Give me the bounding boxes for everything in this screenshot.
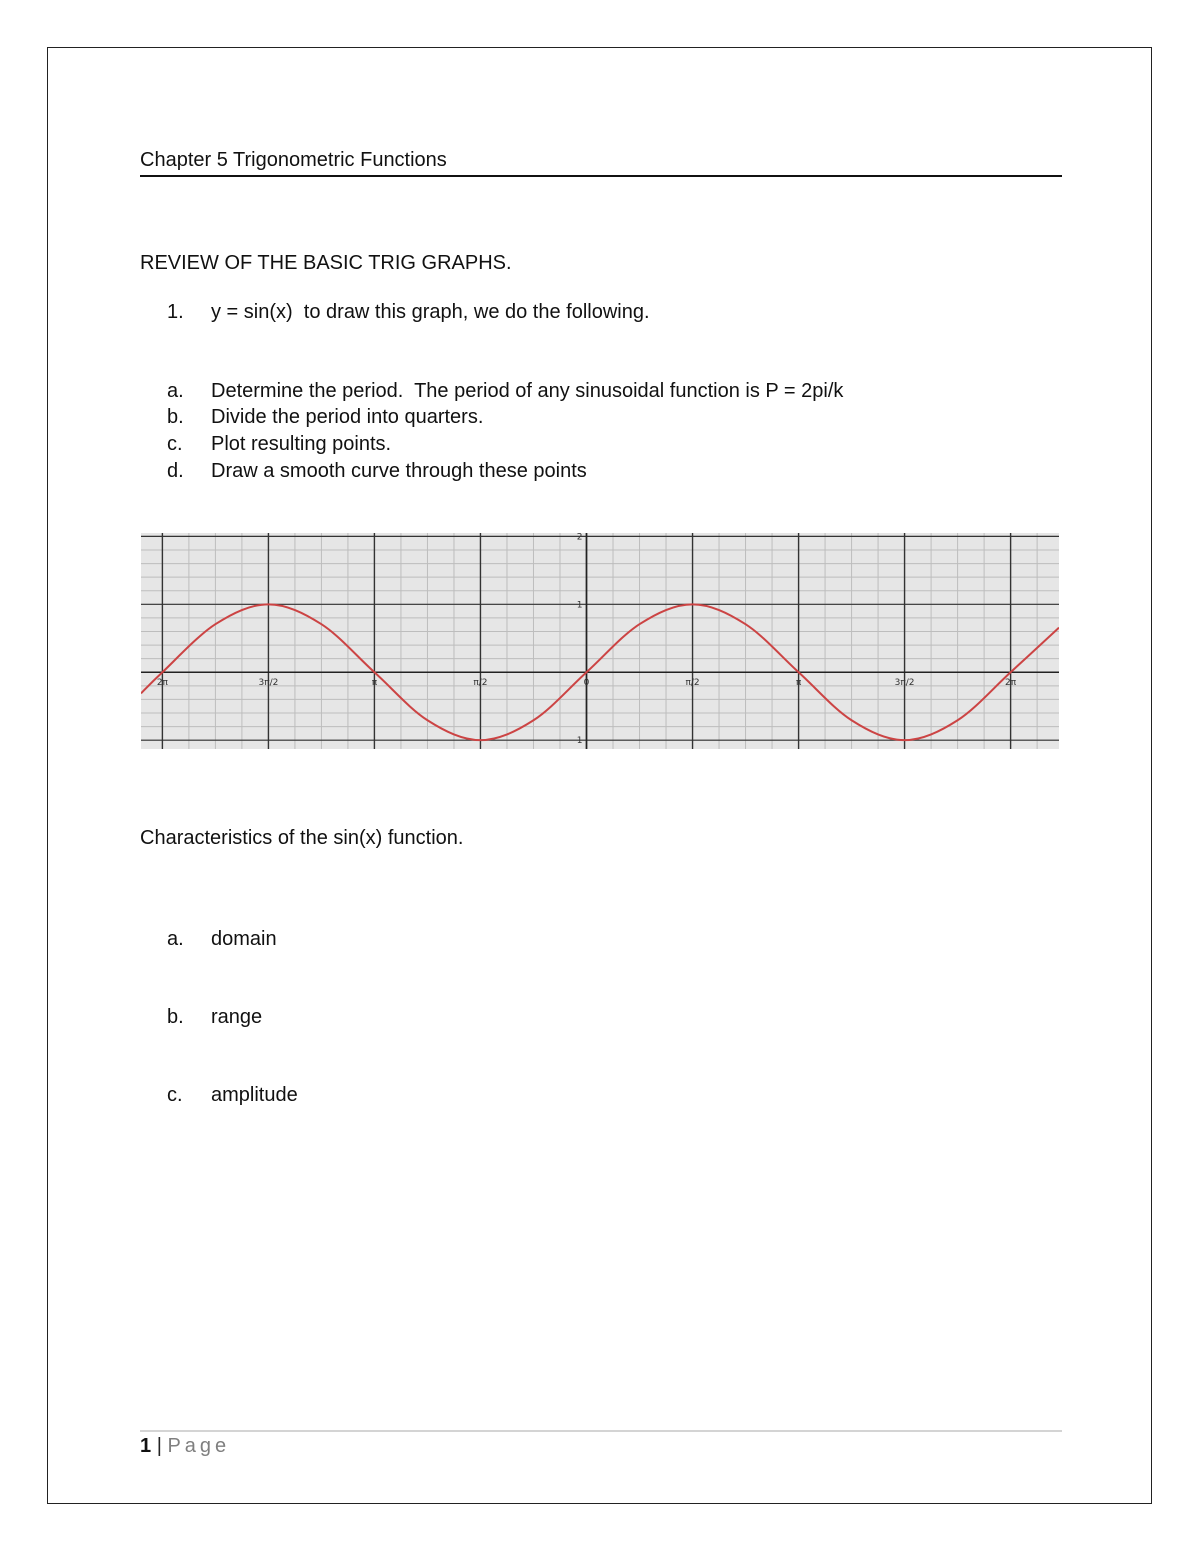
page-label: Page (167, 1435, 231, 1457)
characteristic-marker-c: c. (167, 1084, 183, 1106)
x-tick-label: π (795, 678, 802, 689)
plot-background (141, 533, 1059, 749)
x-tick-label: 3π/2 (894, 678, 915, 689)
characteristic-marker-b: b. (167, 1006, 184, 1028)
page-footer (140, 1435, 230, 1458)
characteristic-marker-a: a. (167, 928, 184, 950)
step-text-a: Determine the period. The period of any sinusoidal function is P = 2pi/k (211, 380, 844, 402)
step-marker-d: d. (167, 460, 184, 482)
step-text-d: Draw a smooth curve through these points (211, 460, 587, 482)
section-title: REVIEW OF THE BASIC TRIG GRAPHS. (140, 252, 512, 274)
x-tick-label: 0 (583, 678, 590, 689)
header-divider (140, 175, 1062, 177)
characteristic-amplitude: amplitude (211, 1084, 298, 1106)
characteristics-title: Characteristics of the sin(x) function. (140, 827, 464, 849)
x-tick-label: π/2 (685, 678, 700, 689)
x-tick-label: 2π (1005, 678, 1017, 689)
footer-separator: | (156, 1435, 162, 1457)
step-marker-c: c. (167, 433, 183, 455)
y-tick-label: 1 (576, 736, 583, 747)
x-tick-label: π (371, 678, 378, 689)
footer-divider (140, 1430, 1062, 1432)
x-tick-label: 3π/2 (258, 678, 279, 689)
page-number: 1 (140, 1435, 152, 1457)
y-tick-label: 1 (576, 600, 583, 611)
step-marker-a: a. (167, 380, 184, 402)
step-marker-b: b. (167, 406, 184, 428)
characteristic-range: range (211, 1006, 263, 1028)
y-tick-label: 2 (576, 533, 583, 543)
step-text-b: Divide the period into quarters. (211, 406, 484, 428)
page-header-title: Chapter 5 Trigonometric Functions (140, 149, 447, 171)
step-text-c: Plot resulting points. (211, 433, 392, 455)
list-item-text: y = sin(x) to draw this graph, we do the following. (211, 301, 650, 323)
list-number: 1. (167, 301, 184, 323)
x-tick-label: π/2 (473, 678, 488, 689)
x-tick-label: 2π (156, 678, 168, 689)
characteristic-domain: domain (211, 928, 277, 950)
sine-graph (141, 533, 1059, 749)
